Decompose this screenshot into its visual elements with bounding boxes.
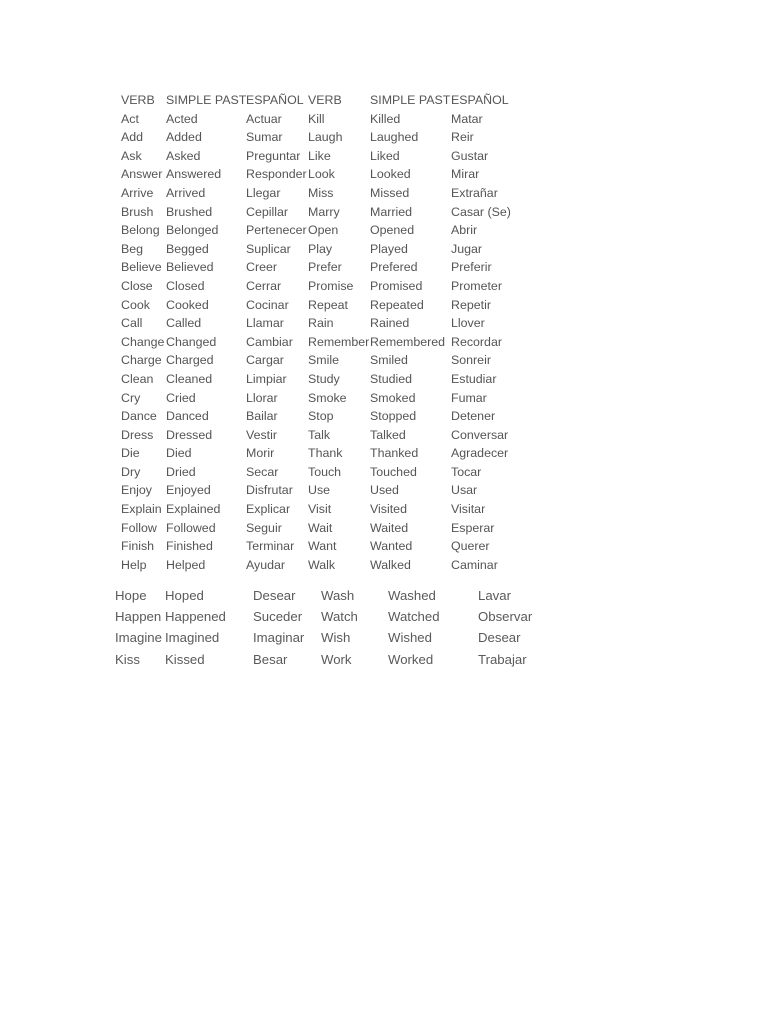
table-cell: Charged (166, 353, 214, 368)
table-cell: Stopped (370, 409, 417, 424)
table-cell: Liked (370, 148, 400, 163)
table-cell: Abrir (451, 223, 478, 238)
table-cell: Brushed (166, 204, 213, 219)
table-cell: Kiss (115, 651, 140, 667)
table-cell: Remembered (370, 334, 446, 349)
table-cell: Repeat (308, 297, 348, 312)
table-cell: Call (121, 316, 143, 331)
table-cell: Lavar (478, 588, 511, 603)
header-verb: VERB (121, 93, 155, 107)
table-cell: Kill (308, 111, 325, 126)
table-cell: Explicar (246, 502, 291, 517)
table-cell: Answer (121, 167, 163, 182)
table-cell: Observar (478, 609, 533, 625)
table-cell: Talk (308, 427, 331, 442)
table-cell: Waited (370, 520, 409, 535)
table-cell: Wanted (370, 539, 413, 554)
table-cell: Llamar (246, 316, 284, 331)
table-cell: Prefered (370, 260, 418, 275)
table-cell: Prefer (308, 260, 342, 275)
table-cell: Explained (166, 502, 221, 517)
table-cell: Morir (246, 446, 275, 461)
table-cell: Wait (308, 520, 333, 535)
header-espanol: ESPAÑOL (246, 93, 304, 107)
table-cell: Study (308, 371, 340, 386)
table-cell: Believed (166, 260, 214, 275)
table-cell: Studied (370, 371, 413, 386)
table-cell: Llover (451, 316, 485, 331)
table-cell: Marry (308, 204, 340, 219)
table-cell: Thank (308, 446, 343, 461)
table-cell: Actuar (246, 111, 282, 126)
table-cell: Closed (166, 278, 205, 293)
table-cell: Sumar (246, 130, 283, 145)
header-verb-2: VERB (308, 93, 342, 107)
table-cell: Secar (246, 464, 279, 479)
header-simple-past-2: SIMPLE PAST (370, 93, 451, 107)
table-cell: Agradecer (451, 446, 509, 461)
table-cell: Rain (308, 316, 334, 331)
table-cell: Watch (321, 609, 358, 625)
table-cell: Add (121, 130, 144, 145)
table-cell: Enjoy (121, 483, 152, 498)
table-cell: Wish (321, 630, 351, 646)
table-cell: Visited (370, 502, 407, 517)
table-cell: Change (121, 334, 165, 349)
table-cell: Desear (478, 630, 521, 646)
table-cell: Die (121, 446, 140, 461)
table-cell: Dry (121, 464, 141, 479)
table-cell: Explain (121, 502, 162, 517)
table-cell: Cook (121, 297, 150, 312)
table-cell: Casar (Se) (451, 204, 511, 219)
table-cell: Prometer (451, 278, 502, 293)
table-cell: Imaginar (253, 630, 305, 646)
table-cell: Finished (166, 539, 213, 554)
table-cell: Open (308, 223, 339, 238)
table-cell: Estudiar (451, 371, 497, 386)
table-cell: Asked (166, 148, 201, 163)
table-cell: Preferir (451, 260, 492, 275)
table-cell: Pertenecer (246, 223, 307, 238)
table-cell: Cargar (246, 353, 284, 368)
table-cell: Jugar (451, 241, 482, 256)
table-cell: Cambiar (246, 334, 293, 349)
table-cell: Usar (451, 483, 478, 498)
table-cell: Charge (121, 353, 162, 368)
table-cell: Dance (121, 409, 157, 424)
table-cell: Dress (121, 427, 154, 442)
table-cell: Begged (166, 241, 209, 256)
table-cell: Desear (253, 588, 296, 603)
table-cell: Remember (308, 334, 370, 349)
table-cell: Responder (246, 167, 307, 182)
table-cell: Stop (308, 409, 334, 424)
table-cell: Repetir (451, 297, 491, 312)
table-cell: Promise (308, 278, 354, 293)
table-cell: Answered (166, 167, 222, 182)
table-cell: Look (308, 167, 335, 182)
table-cell: Walk (308, 557, 336, 572)
table-cell: Rained (370, 316, 410, 331)
table-cell: Clean (121, 371, 154, 386)
table-cell: Washed (388, 588, 436, 603)
table-cell: Help (121, 557, 147, 572)
table-cell: Killed (370, 111, 401, 126)
table-cell: Tocar (451, 464, 482, 479)
table-cell: Happen (115, 609, 162, 625)
table-cell: Enjoyed (166, 483, 211, 498)
table-cell: Beg (121, 241, 144, 256)
table-cell: Smiled (370, 353, 408, 368)
table-cell: Bailar (246, 409, 278, 424)
table-cell: Visitar (451, 502, 486, 517)
table-cell: Trabajar (478, 651, 527, 667)
table-cell: Detener (451, 409, 496, 424)
table-cell: Play (308, 241, 333, 256)
table-cell: Follow (121, 520, 157, 535)
table-cell: Looked (370, 167, 411, 182)
table-cell: Arrived (166, 185, 206, 200)
table-cell: Dressed (166, 427, 213, 442)
table-cell: Caminar (451, 557, 498, 572)
header-simple-past: SIMPLE PAST (166, 93, 247, 107)
table-cell: Promised (370, 278, 423, 293)
table-cell: Recordar (451, 334, 502, 349)
table-cell: Repeated (370, 297, 424, 312)
table-cell: Helped (166, 557, 206, 572)
table-cell: Work (321, 651, 352, 667)
table-cell: Married (370, 204, 412, 219)
table-cell: Querer (451, 539, 490, 554)
table-cell: Arrive (121, 185, 154, 200)
table-cell: Seguir (246, 520, 282, 535)
table-cell: Smoke (308, 390, 347, 405)
table-cell: Extrañar (451, 185, 498, 200)
table-cell: Cooked (166, 297, 209, 312)
table-cell: Creer (246, 260, 277, 275)
table-cell: Suplicar (246, 241, 291, 256)
table-cell: Want (308, 539, 337, 554)
table-cell: Missed (370, 185, 410, 200)
table-cell: Cleaned (166, 371, 213, 386)
table-cell: Called (166, 316, 202, 331)
table-cell: Smile (308, 353, 339, 368)
table-cell: Touch (308, 464, 342, 479)
table-cell: Esperar (451, 520, 495, 535)
table-cell: Suceder (253, 609, 303, 625)
table-cell: Worked (388, 651, 434, 667)
table-cell: Danced (166, 409, 209, 424)
table-cell: Disfrutar (246, 483, 293, 498)
table-cell: Visit (308, 502, 332, 517)
table-cell: Sonreir (451, 353, 491, 368)
table-cell: Finish (121, 539, 155, 554)
table-cell: Conversar (451, 427, 509, 442)
table-cell: Believe (121, 260, 162, 275)
table-cell: Matar (451, 111, 483, 126)
table-cell: Used (370, 483, 399, 498)
table-cell: Cried (166, 390, 196, 405)
table-cell: Died (166, 446, 192, 461)
table-cell: Cocinar (246, 297, 289, 312)
table-cell: Besar (253, 651, 288, 667)
table-cell: Fumar (451, 390, 487, 405)
table-cell: Like (308, 148, 331, 163)
table-cell: Talked (370, 427, 406, 442)
table-cell: Cerrar (246, 278, 282, 293)
table-cell: Mirar (451, 167, 480, 182)
table-cell: Vestir (246, 427, 277, 442)
table-cell: Limpiar (246, 371, 287, 386)
table-cell: Brush (121, 204, 154, 219)
table-cell: Llegar (246, 185, 281, 200)
table-cell: Opened (370, 223, 415, 238)
table-cell: Cry (121, 390, 141, 405)
table-cell: Walked (370, 557, 411, 572)
table-cell: Belonged (166, 223, 219, 238)
table-cell: Cepillar (246, 204, 289, 219)
table-cell: Laughed (370, 130, 419, 145)
table-cell: Touched (370, 464, 417, 479)
table-cell: Hope (115, 588, 147, 603)
table-cell: Terminar (246, 539, 295, 554)
table-cell: Imagine (115, 630, 162, 646)
table-cell: Reir (451, 130, 474, 145)
table-cell: Changed (166, 334, 217, 349)
table-cell: Happened (165, 609, 226, 625)
table-cell: Preguntar (246, 148, 301, 163)
table-cell: Llorar (246, 390, 278, 405)
table-cell: Close (121, 278, 153, 293)
table-cell: Watched (388, 609, 440, 625)
table-cell: Belong (121, 223, 160, 238)
table-cell: Ayudar (246, 557, 286, 572)
table-cell: Followed (166, 520, 216, 535)
table-cell: Hoped (165, 588, 204, 603)
table-cell: Act (121, 111, 139, 126)
table-cell: Thanked (370, 446, 419, 461)
table-cell: Ask (121, 148, 142, 163)
table-cell: Wished (388, 630, 432, 646)
table-cell: Played (370, 241, 408, 256)
table-cell: Added (166, 130, 202, 145)
table-cell: Imagined (165, 630, 220, 646)
table-cell: Acted (166, 111, 198, 126)
table-cell: Smoked (370, 390, 416, 405)
table-cell: Dried (166, 464, 196, 479)
table-cell: Kissed (165, 651, 205, 667)
table-cell: Use (308, 483, 331, 498)
table-cell: Gustar (451, 148, 489, 163)
header-espanol-2: ESPAÑOL (451, 93, 509, 107)
table-cell: Laugh (308, 130, 343, 145)
table-cell: Wash (321, 588, 355, 603)
table-cell: Miss (308, 185, 334, 200)
